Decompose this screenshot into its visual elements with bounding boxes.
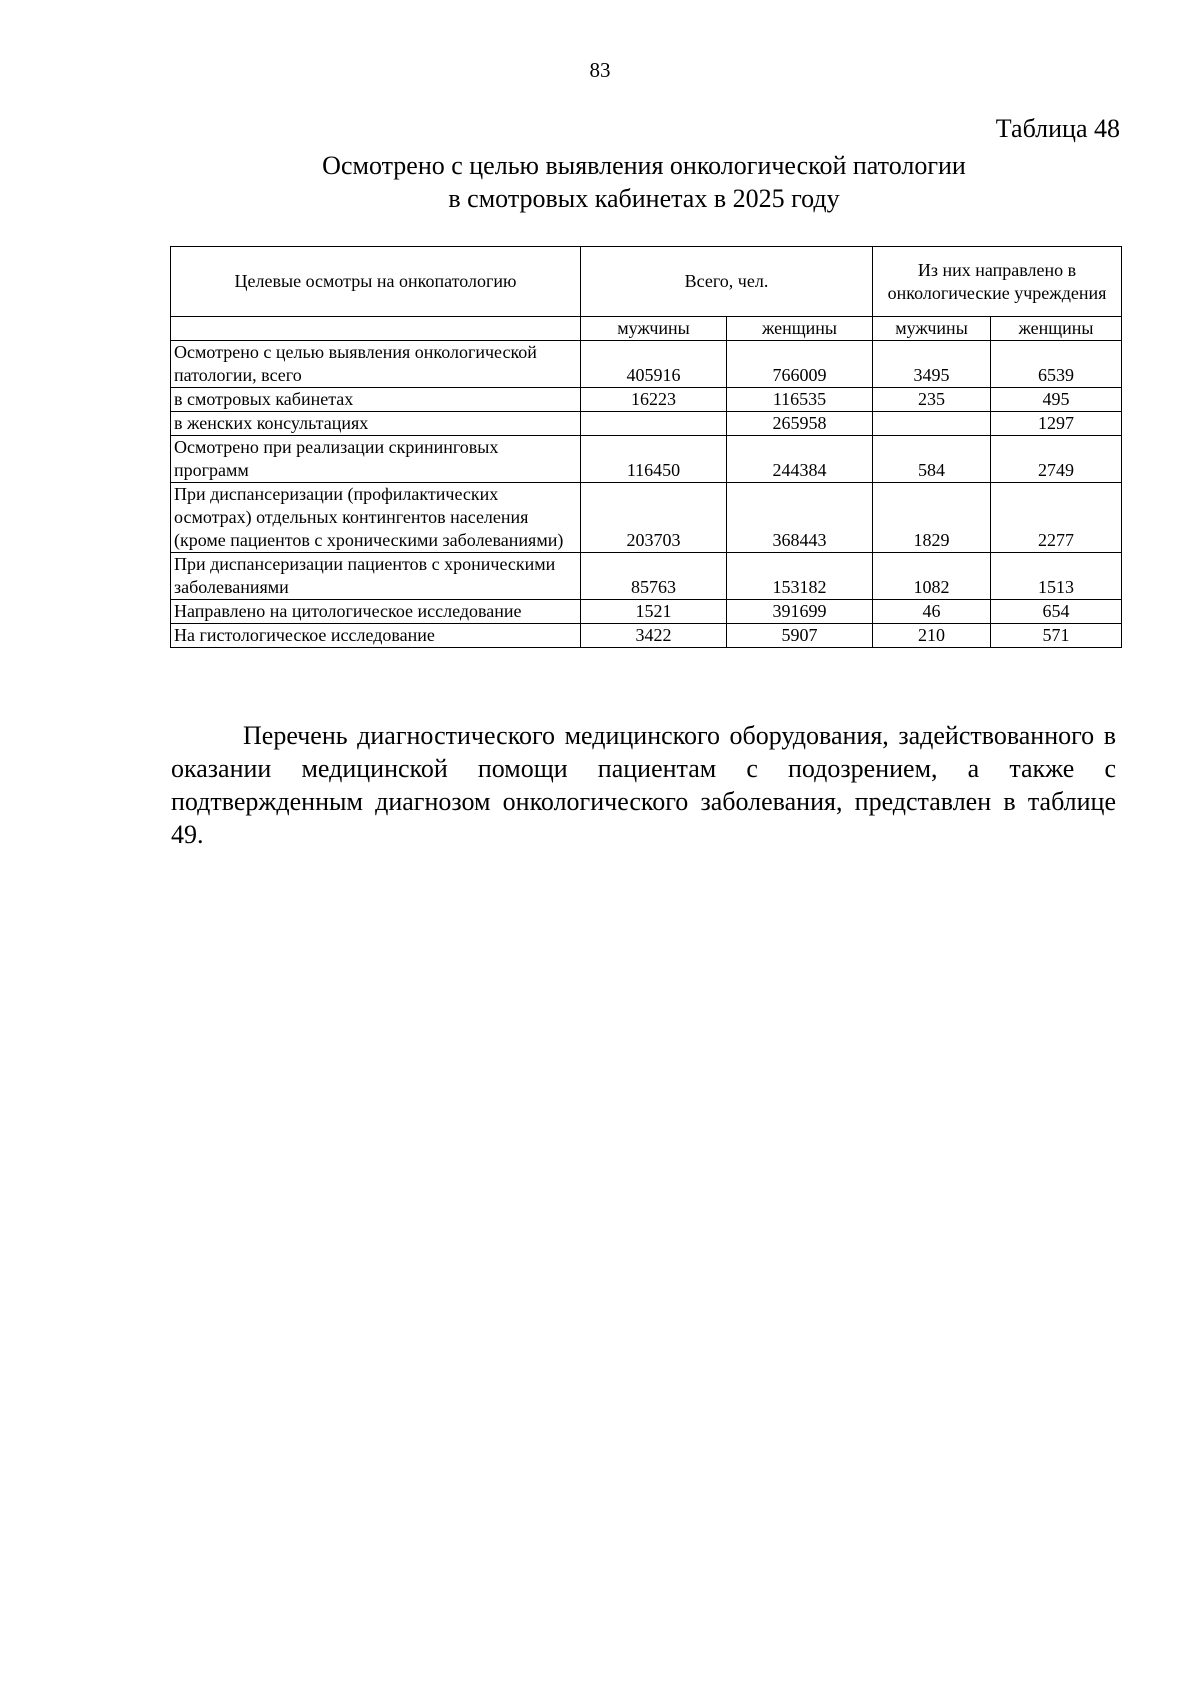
table-title-line-2: в смотровых кабинетах в 2025 году bbox=[448, 184, 840, 213]
body-paragraph bbox=[171, 719, 1116, 851]
subheader-total-women: женщины bbox=[727, 317, 873, 341]
cell-total-men: 203703 bbox=[581, 483, 727, 553]
table-row bbox=[171, 624, 1122, 648]
cell-total-women: 766009 bbox=[727, 341, 873, 388]
header-referred: Из них направлено в онкологические учреждения bbox=[873, 247, 1122, 317]
header-total: Всего, чел. bbox=[581, 247, 873, 317]
table-title-line-1: Осмотрено с целью выявления онкологической патологии bbox=[322, 151, 966, 180]
cell-referred-women: 6539 bbox=[991, 341, 1122, 388]
table-subheader-row bbox=[171, 317, 1122, 341]
subheader-referred-women: женщины bbox=[991, 317, 1122, 341]
cell-referred-men: 46 bbox=[873, 600, 991, 624]
cell-referred-men: 235 bbox=[873, 388, 991, 412]
cell-total-men: 116450 bbox=[581, 436, 727, 483]
table-row bbox=[171, 600, 1122, 624]
cell-total-women: 391699 bbox=[727, 600, 873, 624]
row-label: При диспансеризации (профилактических осмотрах) отдельных контингентов населения (кроме пациентов с хроническими заболеваниями) bbox=[171, 483, 581, 553]
table-header-row bbox=[171, 247, 1122, 317]
table-row bbox=[171, 412, 1122, 436]
cell-referred-men bbox=[873, 412, 991, 436]
cell-referred-women: 2277 bbox=[991, 483, 1122, 553]
table-title bbox=[168, 149, 1120, 215]
table-row bbox=[171, 553, 1122, 600]
row-label: в смотровых кабинетах bbox=[171, 388, 581, 412]
cell-referred-men: 584 bbox=[873, 436, 991, 483]
cell-total-women: 5907 bbox=[727, 624, 873, 648]
cell-total-men: 3422 bbox=[581, 624, 727, 648]
cell-total-men: 16223 bbox=[581, 388, 727, 412]
header-target-screenings: Целевые осмотры на онкопатологию bbox=[171, 247, 581, 317]
cell-total-men: 85763 bbox=[581, 553, 727, 600]
cell-referred-women: 495 bbox=[991, 388, 1122, 412]
cell-total-women: 116535 bbox=[727, 388, 873, 412]
cell-referred-men: 1082 bbox=[873, 553, 991, 600]
cell-total-women: 265958 bbox=[727, 412, 873, 436]
subheader-empty-cell bbox=[171, 317, 581, 341]
page-number: 83 bbox=[589, 58, 611, 82]
cell-total-women: 368443 bbox=[727, 483, 873, 553]
table-row bbox=[171, 341, 1122, 388]
subheader-referred-men: мужчины bbox=[873, 317, 991, 341]
row-label: Осмотрено с целью выявления онкологической патологии, всего bbox=[171, 341, 581, 388]
table-label: Таблица 48 bbox=[995, 114, 1120, 143]
cell-referred-men: 3495 bbox=[873, 341, 991, 388]
cell-total-men bbox=[581, 412, 727, 436]
row-label: в женских консультациях bbox=[171, 412, 581, 436]
cell-total-men: 1521 bbox=[581, 600, 727, 624]
table-row bbox=[171, 436, 1122, 483]
row-label: На гистологическое исследование bbox=[171, 624, 581, 648]
body-paragraph-text: Перечень диагностического медицинского оборудования, задействованного в оказании медицинской помощи пациентам с подозрением, а также с подтвержденным диагнозом онкологического заболевания, представлен в таблице 49. bbox=[171, 721, 1116, 849]
cell-referred-women: 654 bbox=[991, 600, 1122, 624]
row-label: Направлено на цитологическое исследование bbox=[171, 600, 581, 624]
cell-total-women: 153182 bbox=[727, 553, 873, 600]
table-row bbox=[171, 388, 1122, 412]
cell-total-men: 405916 bbox=[581, 341, 727, 388]
cell-referred-women: 1297 bbox=[991, 412, 1122, 436]
cell-referred-women: 2749 bbox=[991, 436, 1122, 483]
data-table bbox=[170, 246, 1122, 648]
row-label: При диспансеризации пациентов с хроническими заболеваниями bbox=[171, 553, 581, 600]
table-row bbox=[171, 483, 1122, 553]
row-label: Осмотрено при реализации скрининговых программ bbox=[171, 436, 581, 483]
cell-referred-men: 1829 bbox=[873, 483, 991, 553]
cell-total-women: 244384 bbox=[727, 436, 873, 483]
cell-referred-women: 1513 bbox=[991, 553, 1122, 600]
subheader-total-men: мужчины bbox=[581, 317, 727, 341]
cell-referred-women: 571 bbox=[991, 624, 1122, 648]
cell-referred-men: 210 bbox=[873, 624, 991, 648]
